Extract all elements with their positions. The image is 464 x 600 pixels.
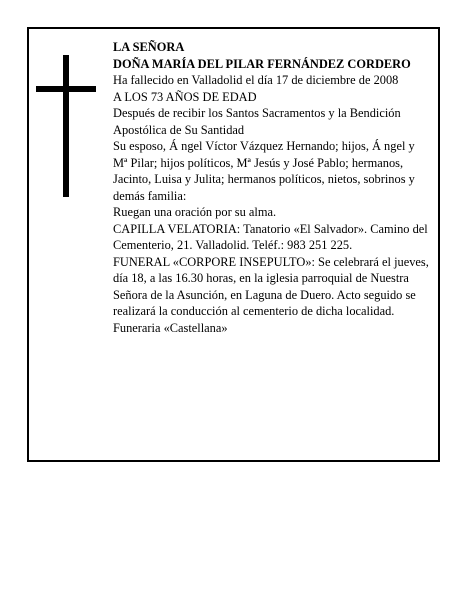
chapel-info: CAPILLA VELATORIA: Tanatorio «El Salvador». Camino del Cementerio, 21. Valladolid. Teléf.: 983 251 225. (113, 221, 428, 252)
deceased-name: DOÑA MARÍA DEL PILAR FERNÁNDEZ CORDERO (113, 56, 411, 71)
age-at-death: A LOS 73 AÑOS DE EDAD (113, 89, 257, 104)
death-announcement: Ha fallecido en Valladolid el día 17 de diciembre de 2008 (113, 73, 399, 87)
family-list: Su esposo, Á ngel Víctor Vázquez Hernando; hijos, Á ngel y Mª Pilar; hijos políticos, Mª Jesús y José Pablo; hermanos, Jacinto, Luisa y Julita; hermanos políticos, nietos, sobrinos y demás familia: (113, 139, 415, 203)
sacraments-statement: Después de recibir los Santos Sacramentos y la Bendición Apostólica de Su Santidad (113, 106, 401, 137)
funeral-info: FUNERAL «CORPORE INSEPULTO»: Se celebrará el jueves, día 18, a las 16.30 horas, en la iglesia parroquial de Nuestra Señora de la Asunción, en Laguna de Duero. Acto seguido se realizará la conducción al cementerio de dicha localidad. (113, 254, 429, 318)
prayer-request: Ruegan una oración por su alma. (113, 205, 277, 219)
funeral-home: Funeraria «Castellana» (113, 320, 228, 335)
cross-icon-arm (36, 86, 96, 92)
cross-icon (63, 55, 69, 197)
notice-title: LA SEÑORA (113, 40, 185, 54)
obituary-text (113, 39, 429, 336)
